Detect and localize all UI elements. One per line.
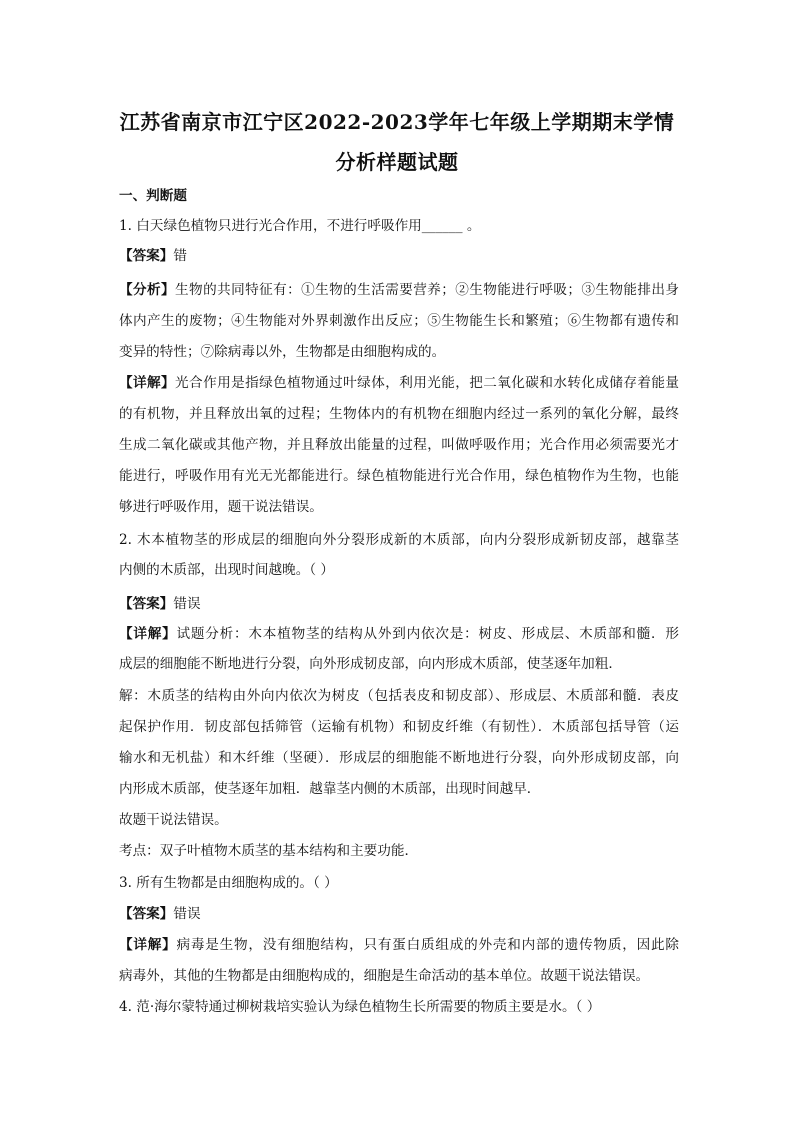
question-2-detail-line: 内形成木质部，使茎逐年加粗．越靠茎内侧的木质部，出现时间越早．	[119, 781, 541, 797]
question-3-detail-line: 病毒外，其他的生物都是由细胞构成的，细胞是生命活动的基本单位。故题干说法错误。	[119, 968, 650, 984]
detail-text: 光合作用是指绿色植物通过叶绿体，利用光能，把二氧化碳和水转化成储存着能量	[175, 375, 680, 391]
question-2-detail-line: 输水和无机盐）和木纤维（坚硬）．形成层的细胞能不断地进行分裂，向外形成韧皮部，向	[119, 750, 679, 766]
question-2-text: 2. 木本植物茎的形成层的细胞向外分裂形成新的木质部，向内分裂形成新韧皮部，越靠茎	[119, 532, 679, 548]
question-1-detail-line: 的有机物，并且释放出氧的过程；生物体内的有机物在细胞内经过一系列的氧化分解，最终	[119, 406, 679, 422]
detail-tag: 【详解】	[119, 937, 177, 953]
document-title-line1: 江苏省南京市江宁区2022-2023学年七年级上学期期末学情	[119, 110, 675, 134]
question-1-detail-line	[119, 373, 679, 393]
question-2-detail-line: 起保护作用．韧皮部包括筛管（运输有机物）和韧皮纤维（有韧性）．木质部包括导管（运	[119, 719, 679, 735]
question-2-detail-line: 考点：双子叶植物木质茎的基本结构和主要功能．	[119, 843, 419, 859]
detail-text: 试题分析：木本植物茎的结构从外到内依次是：树皮、形成层、木质部和髓．形	[176, 626, 680, 642]
answer-value: 错误	[173, 596, 201, 612]
detail-text: 病毒是生物，没有细胞结构，只有蛋白质组成的外壳和内部的遗传物质，因此除	[176, 937, 680, 953]
question-3-answer	[119, 904, 679, 924]
section-heading: 一、判断题	[119, 188, 187, 204]
question-1-analysis-line: 变异的特性；⑦除病毒以外，生物都是由细胞构成的。	[119, 344, 446, 360]
answer-value: 错误	[173, 906, 201, 922]
question-1-analysis-line	[119, 280, 679, 300]
question-4-text: 4. 范·海尔蒙特通过柳树栽培实验认为绿色植物生长所需要的物质主要是水。（ ）	[119, 999, 601, 1015]
answer-value: 错	[173, 248, 187, 264]
document-title-line2: 分析样题试题	[335, 150, 459, 174]
question-3-text: 3. 所有生物都是由细胞构成的。（ ）	[119, 875, 338, 891]
question-1-answer	[119, 246, 679, 266]
question-3-detail-line	[119, 935, 679, 955]
question-1-detail-line: 生成二氧化碳或其他产物，并且释放出能量的过程，叫做呼吸作用；光合作用必须需要光才	[119, 437, 679, 453]
detail-tag: 【详解】	[119, 626, 177, 642]
question-1-detail-line: 够进行呼吸作用，题干说法错误。	[119, 499, 323, 515]
detail-tag: 【详解】	[119, 375, 176, 391]
question-2-answer	[119, 594, 679, 614]
answer-tag: 【答案】	[119, 248, 174, 264]
analysis-tag: 【分析】	[119, 282, 176, 298]
question-2-detail-line: 故题干说法错误。	[119, 812, 228, 828]
question-1-analysis-line: 体内产生的废物；④生物能对外界刺激作出反应；⑤生物能生长和繁殖；⑥生物都有遗传和	[119, 313, 679, 329]
question-1-detail-line: 能进行，呼吸作用有光无光都能进行。绿色植物能进行光合作用，绿色植物作为生物，也能	[119, 468, 679, 484]
question-2-text: 内侧的木质部，出现时间越晚。（ ）	[119, 562, 335, 578]
analysis-text: 生物的共同特征有：①生物的生活需要营养；②生物能进行呼吸；③生物能排出身	[175, 282, 680, 298]
question-1-text: 1. 白天绿色植物只进行光合作用，不进行呼吸作用______ 。	[119, 218, 481, 234]
question-2-detail-line	[119, 624, 679, 644]
question-2-detail-line: 解：木质茎的结构由外向内依次为树皮（包括表皮和韧皮部）、形成层、木质部和髓．表皮	[119, 688, 679, 704]
answer-tag: 【答案】	[119, 596, 174, 612]
answer-tag: 【答案】	[119, 906, 174, 922]
question-2-detail-line: 成层的细胞能不断地进行分裂，向外形成韧皮部，向内形成木质部，使茎逐年加粗．	[119, 656, 622, 672]
